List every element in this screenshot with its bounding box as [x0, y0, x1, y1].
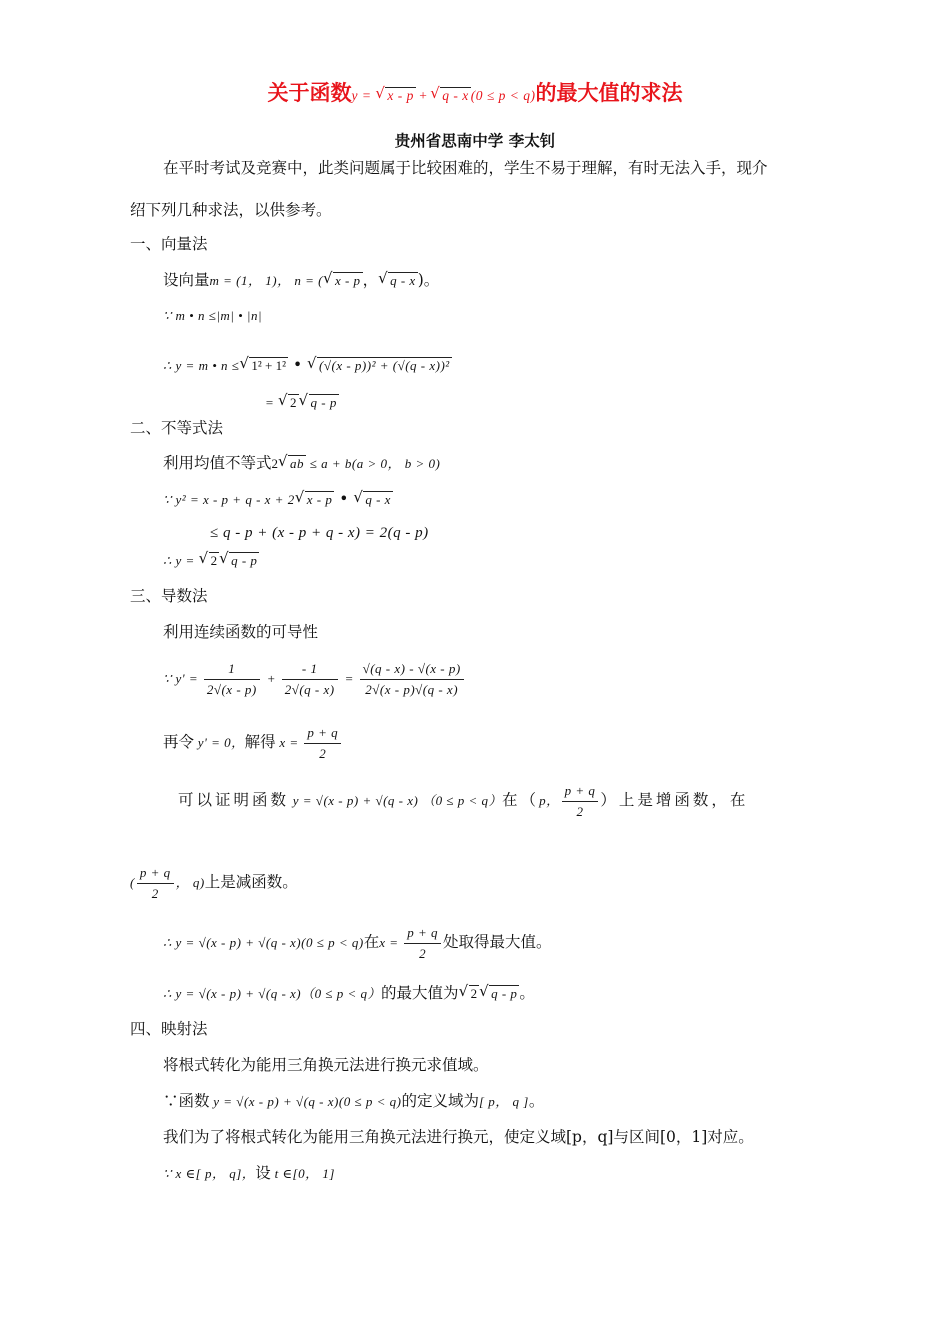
section-2-heading: 二、不等式法	[130, 419, 224, 437]
intro-line-2: 绍下列几种求法，以供参考。	[130, 201, 332, 219]
fraction-3: $\frac{√(q - x) - √(x - p)}{2√(x - p)√(q - x)}$	[360, 659, 464, 700]
s1-line-2: ∵ m • n ≤|m| • |n|	[163, 308, 263, 323]
title-prefix: 关于函数	[267, 80, 352, 105]
s3-line-1: 利用连续函数的可导性	[163, 623, 319, 641]
s3-line-3: 再令 y' = 0，解得 x = $\frac{p + q}{2}$	[163, 722, 343, 764]
title-condition: (0 ≤ p < q)	[470, 88, 536, 103]
s3-line-5: ( $\frac{p + q}{2}$ ， q)上是减函数。	[130, 864, 298, 901]
section-1-heading: 一、向量法	[130, 235, 208, 253]
s2-line-3: ≤ q - p + (x - p + q - x) = 2(q - p)	[210, 525, 429, 541]
fraction-1: $\frac{1}{2√(x - p)}$	[204, 659, 260, 700]
s4-line-2: ∵函数 y = √(x - p) + √(q - x)(0 ≤ p < q)的定义域为[ p， q ]。	[163, 1092, 545, 1110]
s1-line-1: 设向量m = (1， 1)， n = (√ x - p ，√ q - x )。	[163, 270, 439, 291]
s4-line-4: ∵ x ∈[ p， q]，设 t ∈[0， 1]	[163, 1164, 335, 1182]
fraction-2: $\frac{- 1}{2√(q - x)}$	[282, 659, 338, 700]
s3-line-6: ∴ y = √(x - p) + √(q - x)(0 ≤ p < q)在x = $\frac{p + q}{2}$ 处取得最大值。	[163, 924, 552, 961]
title-formula-y: y =	[351, 88, 376, 103]
s4-line-3: 我们为了将根式转化为能用三角换元法进行换元，使定义域[p，q]与区间[0，1]对应。	[163, 1128, 754, 1146]
section-3-heading: 三、导数法	[130, 587, 208, 605]
title-radical-1: √ x - p	[376, 81, 416, 111]
title-plus: +	[415, 88, 431, 103]
author-line: 贵州省思南中学 李太钊	[394, 131, 556, 150]
section-4-heading: 四、映射法	[130, 1020, 208, 1038]
intro-line-1: 在平时考试及竞赛中，此类问题属于比较困难的，学生不易于理解，有时无法入手，现介	[163, 159, 768, 177]
s3-derivative-line: ∵ y' = $\frac{1}{2√(x - p)}$ + $\frac{- 1}{2√(q - x)}$ = $\frac{√(q - x) - √(x - p)}{2√(x - p)√(q - x)}$	[163, 658, 466, 700]
document-title	[0, 78, 950, 111]
s4-line-1: 将根式转化为能用三角换元法进行换元求值域。	[163, 1056, 489, 1074]
s2-line-2: ∵ y² = x - p + q - x + 2√ x - p • √ q - x	[163, 489, 393, 510]
s3-line-7: ∴ y = √(x - p) + √(q - x)（0 ≤ p < q）的最大值为√ 2√ q - p 。	[163, 983, 535, 1004]
s2-line-4: ∴ y = √ 2√ q - p	[163, 550, 259, 571]
title-radical-2: √ q - x	[431, 81, 471, 111]
s2-line-1: 利用均值不等式2√ ab ≤ a + b(a > 0， b > 0)	[163, 453, 440, 474]
title-suffix: 的最大值的求法	[535, 80, 683, 105]
s1-line-4: = √ 2√ q - p	[265, 392, 339, 413]
s1-line-3: ∴ y = m • n ≤√ 1² + 1² • √ (√(x - p))² + (√(q - x))²	[163, 355, 452, 376]
s3-line-4: 可以证明函数 y = √(x - p) + √(q - x) （0 ≤ p < q）在（p， $\frac{p + q}{2}$ ）上是增函数，在	[178, 782, 749, 819]
